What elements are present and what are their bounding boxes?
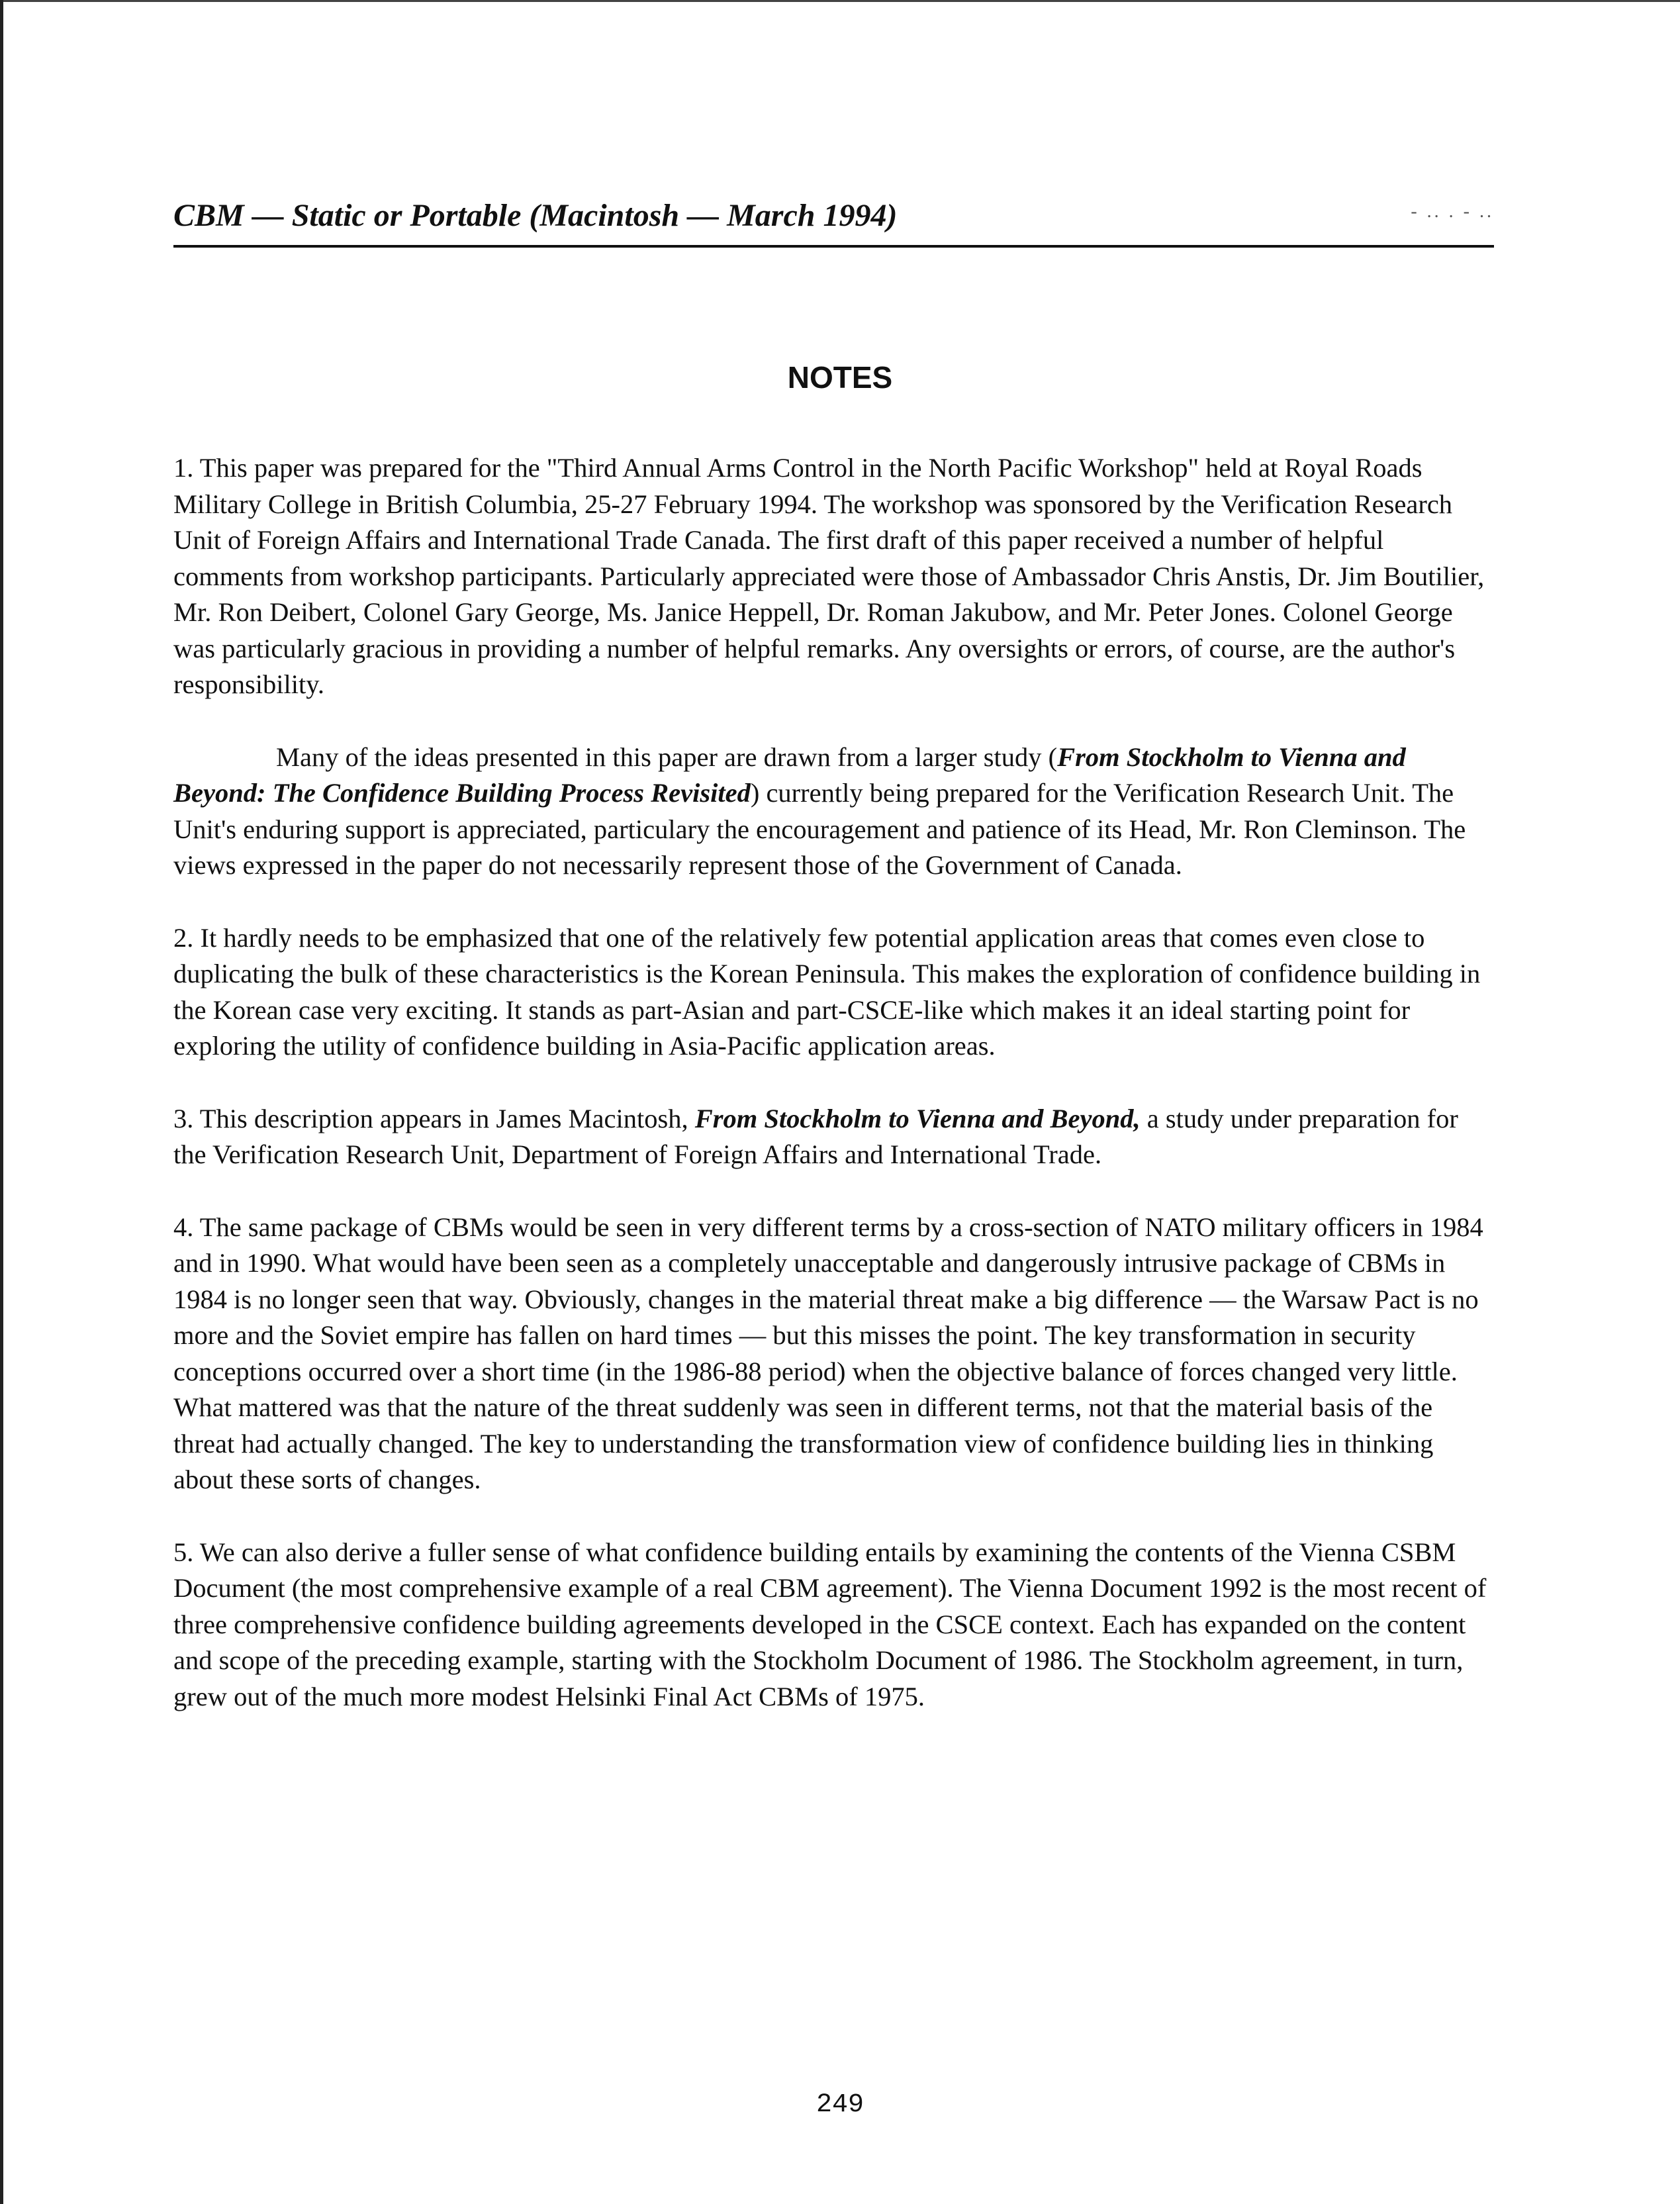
note-4: 4. The same package of CBMs would be seen in very different terms by a cross-section of NATO military officers in 1984 and in 1990. What would have been seen as a completely unacceptable and dangerously intrusive package of CBMs in 1984 is no longer seen that way. Obviously, changes in the material threat make a big difference — the Warsaw Pact is no more and the Soviet empire has fallen on hard times — but this misses the point. The key transformation in security conceptions occurred over a short time (in the 1986-88 period) when the objective balance of forces changed very little. What mattered was that the nature of the threat suddenly was seen in different terms, not that the material basis of the threat had actually changed. The key to understanding the transformation view of confidence building lies in thinking about these sorts of changes. [173,1212,1483,1494]
notes-body [173,450,1496,1751]
note-3 [173,1101,1496,1173]
running-header-title: CBM — Static or Portable (Macintosh — March 1994) [173,198,898,233]
notes-heading: NOTES [787,360,893,395]
running-header [173,192,1494,248]
scan-top-edge [0,0,1680,2]
scan-left-edge [0,0,3,2204]
note-1-p2-text-before: Many of the ideas presented in this paper are drawn from a larger study ( [276,742,1058,772]
note-3-text-before: 3. This description appears in James Macintosh, [173,1103,695,1133]
running-header-corner-mark: - .. . - .. [1411,201,1494,222]
note-2: 2. It hardly needs to be emphasized that one of the relatively few potential application areas that comes even close to duplicating the bulk of these characteristics is the Korean Peninsula. This makes the exploration of confidence building in the Korean case very exciting. It stands as part-Asian and part-CSCE-like which makes it an ideal starting point for exploring the utility of confidence building in Asia-Pacific application areas. [173,922,1481,1061]
note-5: 5. We can also derive a fuller sense of what confidence building entails by examining the contents of the Vienna CSBM Document (the most comprehensive example of a real CBM agreement). The Vienna Document 1992 is the most recent of three comprehensive confidence building agreements developed in the CSCE context. Each has expanded on the content and scope of the preceding example, starting with the Stockholm Document of 1986. The Stockholm agreement, in turn, grew out of the much more modest Helsinki Final Act CBMs of 1975. [173,1537,1487,1711]
note-3-text-after: a study under preparation for the Verification Research Unit, Department of Foreign Affairs and International Trade. [173,1103,1458,1169]
note-1-study-title: From Stockholm to Vienna and Beyond: The Confidence Building Process Revisited [173,742,1406,808]
page-number: 249 [816,2090,864,2120]
note-1-paragraph-1: 1. This paper was prepared for the "Third Annual Arms Control in the North Pacific Workshop" held at Royal Roads Military College in British Columbia, 25-27 February 1994. The workshop was sponsored by the Verification Research Unit of Foreign Affairs and International Trade Canada. The first draft of this paper received a number of helpful comments from workshop participants. Particularly appreciated were those of Ambassador Chris Anstis, Dr. Jim Boutilier, Mr. Ron Deibert, Colonel Gary George, Ms. Janice Heppell, Dr. Roman Jakubow, and Mr. Peter Jones. Colonel George was particularly gracious in providing a number of helpful remarks. Any oversights or errors, of course, are the author's responsibility. [173,453,1485,699]
note-1-p2-text-after: ) currently being prepared for the Verification Research Unit. The Unit's enduring support is appreciated, particulary the encouragement and patience of its Head, Mr. Ron Cleminson. The views expressed in the paper do not necessarily represent those of the Government of Canada. [173,778,1466,880]
note-1-paragraph-2 [173,740,1496,884]
note-3-study-title: From Stockholm to Vienna and Beyond, [694,1103,1141,1133]
